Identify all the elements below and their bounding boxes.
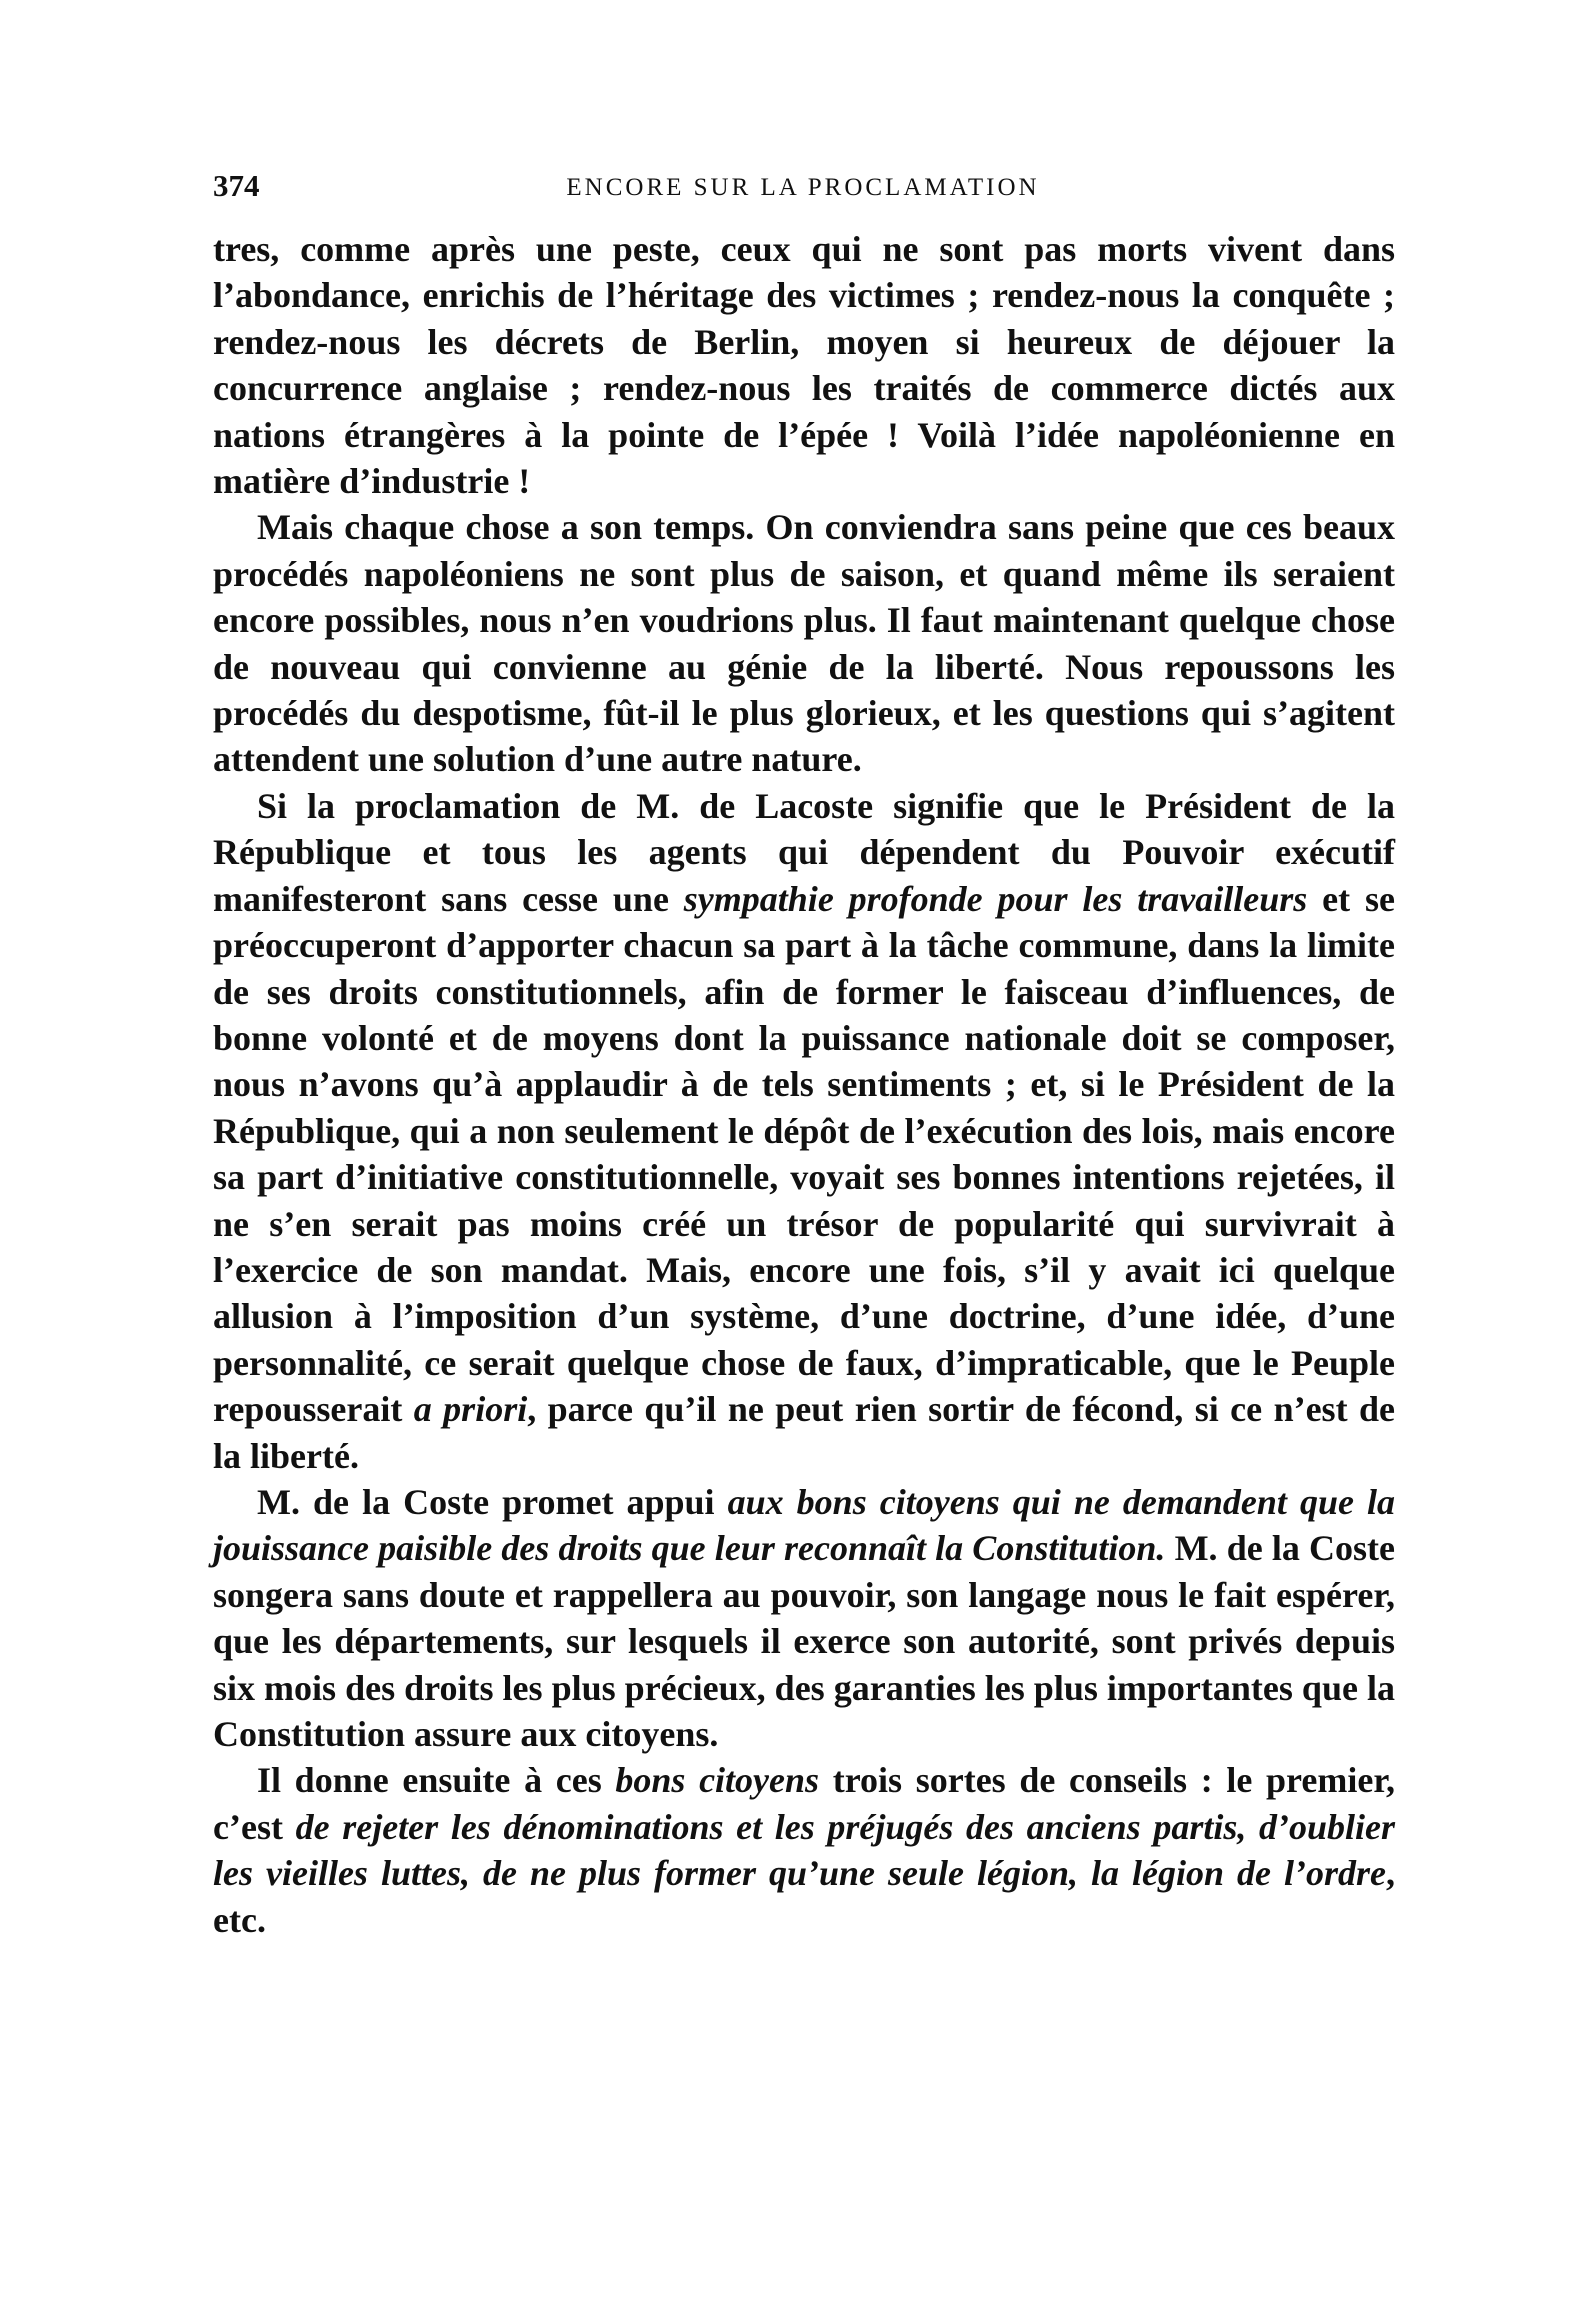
paragraph-5 (213, 1757, 1395, 1943)
paragraph-4 (213, 1479, 1395, 1757)
paragraph-2 (213, 504, 1395, 782)
paragraph-5-italic-segment: bons citoyens (615, 1760, 820, 1801)
paragraph-3-italic-segment: sympathie profonde pour les travailleurs (683, 878, 1308, 919)
paragraph-3-italic-segment: a priori (413, 1389, 528, 1430)
paragraph-3-segment: et se préoccuperont d’apporter chacun sa part à la tâche commune, dans la limite de ses droits constitutionnels, afin de former le faisceau d’influences, de bonne volonté et de moyens dont la puissance nationale doit se composer, nous n’avons qu’à applaudir à de tels sentiments ; et, si le Président de la République, qui a non seulement le dépôt de l’exécution des lois, mais encore sa part d’initiative constitutionnelle, voyait ses bonnes intentions rejetées, il ne s’en serait pas moins créé un trésor de popularité qui survivrait à l’exercice de son mandat. Mais, encore une fois, s’il y avait ici quelque allusion à l’imposition d’un système, d’une doctrine, d’une idée, d’une personnalité, ce serait quelque chose de faux, d’impraticable, que le Peuple repousserait (213, 878, 1396, 1430)
paragraph-4-segment: M. de la Coste promet appui (257, 1481, 728, 1522)
paragraph-5-segment: trois sortes de conseils : le premier, c’est (213, 1760, 1395, 1847)
paragraph-5-segment: Il donne ensuite à ces (257, 1760, 616, 1801)
paragraph-2-text: Mais chaque chose a son temps. On conviendra sans peine que ces beaux procédés napoléoniens ne sont plus de saison, et quand même ils seraient encore possibles, nous n’en voudrions plus. Il faut maintenant quelque chose de nouveau qui convienne au génie de la liberté. Nous repoussons les procédés du despotisme, fût-il le plus glorieux, et les questions qui s’agitent attendent une solution d’une autre nature. (213, 507, 1395, 780)
page-header (213, 168, 1393, 208)
paragraph-4-italic-segment: aux bons citoyens qui ne demandent que la jouissance paisible des droits que leur reconnaît la Constitution. (213, 1481, 1395, 1569)
body-text (213, 226, 1395, 1943)
page-number: 374 (213, 168, 260, 203)
running-title: ENCORE SUR LA PROCLAMATION (566, 174, 1040, 201)
paragraph-3-segment: Si la proclamation de M. de Lacoste signifie que le Président de la République et tous les agents qui dépendent du Pouvoir exécutif manifesteront sans cesse une (213, 785, 1395, 919)
paragraph-4-segment: M. de la Coste songera sans doute et rappellera au pouvoir, son langage nous le fait espérer, que les départements, sur lesquels il exerce son autorité, sont privés depuis six mois des droits les plus précieux, des garanties les plus importantes que la Constitution assure aux citoyens. (213, 1528, 1395, 1754)
paragraph-5-segment: , etc. (213, 1853, 1395, 1940)
paragraph-5-italic-segment: de rejeter les dénominations et les préjugés des anciens partis, d’oublier les vieilles luttes, de ne plus former qu’une seule légion, la légion de l’ordre (213, 1806, 1395, 1894)
paragraph-1-text: tres, comme après une peste, ceux qui ne sont pas morts vivent dans l’abondance, enrichis de l’héritage des victimes ; rendez-nous la conquête ; rendez-nous les décrets de Berlin, moyen si heureux de déjouer la concurrence anglaise ; rendez-nous les traités de commerce dictés aux nations étrangères à la pointe de l’épée ! Voilà l’idée napoléonienne en matière d’industrie ! (213, 229, 1395, 502)
paragraph-3-segment: , parce qu’il ne peut rien sortir de fécond, si ce n’est de la liberté. (213, 1389, 1395, 1476)
paragraph-3 (213, 783, 1395, 1479)
paragraph-1 (213, 226, 1395, 504)
